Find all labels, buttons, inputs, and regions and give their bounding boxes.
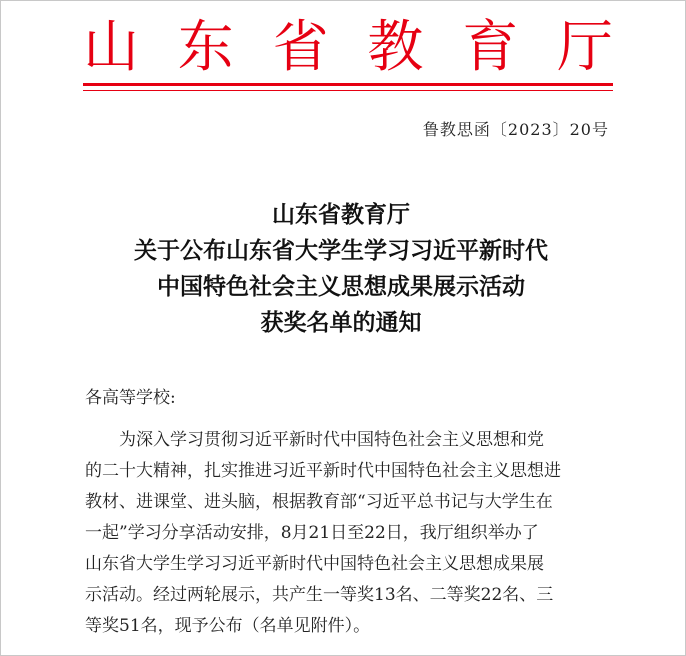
body-line: 教材、进课堂、进头脑，根据教育部“习近平总书记与大学生在	[85, 492, 553, 512]
title-line: 关于公布山东省大学生学习习近平新时代	[134, 237, 548, 264]
body-line: 等奖51名，现予公布（名单见附件）。	[85, 616, 371, 636]
body-line: 一起”学习分享活动安排，8月21日至22日，我厅组织举办了	[85, 523, 539, 543]
agency-letterhead-title	[83, 15, 613, 81]
document-title	[61, 197, 621, 341]
salutation: 各高等学校:	[85, 388, 176, 408]
letterhead-char: 东	[177, 15, 234, 80]
title-line: 山东省教育厅	[272, 201, 410, 228]
body-line: 为深入学习贯彻习近平新时代中国特色社会主义思想和党	[119, 430, 544, 450]
letterhead-char: 教	[367, 15, 424, 80]
title-line: 中国特色社会主义思想成果展示活动	[157, 273, 525, 300]
letterhead-divider-thick	[83, 83, 613, 86]
title-line: 获奖名单的通知	[260, 309, 422, 336]
body-paragraph	[85, 425, 615, 642]
body-line: 的二十大精神，扎实推进习近平新时代中国特色社会主义思想进	[85, 461, 561, 481]
body-line: 山东省大学生学习习近平新时代中国特色社会主义思想成果展	[85, 554, 544, 574]
letterhead-divider-thin	[83, 90, 613, 91]
letterhead-char: 育	[462, 15, 519, 80]
letterhead-char: 省	[272, 15, 329, 80]
letterhead-char: 厅	[556, 15, 613, 80]
document-number: 鲁教思函〔2023〕20号	[422, 120, 609, 139]
body-line: 示活动。经过两轮展示，共产生一等奖13名、二等奖22名、三	[85, 585, 554, 605]
letterhead-char: 山	[83, 15, 139, 80]
